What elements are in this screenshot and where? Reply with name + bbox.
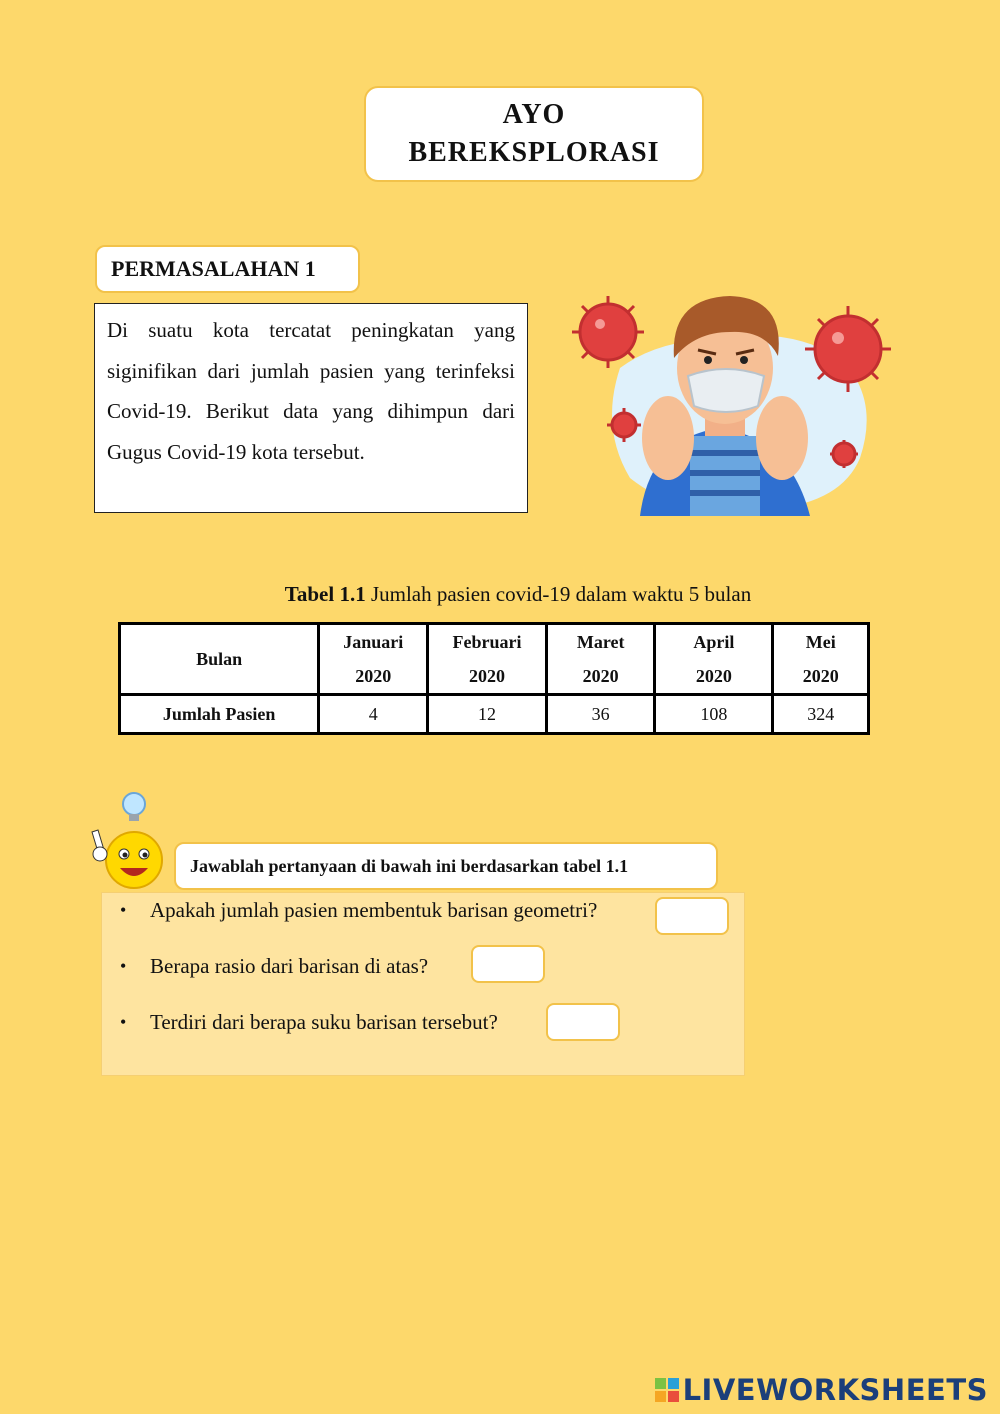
table-caption-label: Tabel 1.1 bbox=[284, 582, 366, 606]
table-cell: 36 bbox=[546, 695, 654, 734]
answer-input[interactable] bbox=[655, 897, 729, 935]
table-caption bbox=[118, 582, 918, 607]
instruction-label bbox=[174, 842, 718, 890]
liveworksheets-logo-icon bbox=[655, 1378, 679, 1402]
month-header: Januari 2020 bbox=[319, 624, 428, 695]
page-title bbox=[364, 86, 704, 182]
table-cell: 324 bbox=[773, 695, 869, 734]
page-title-line-2: BEREKSPLORASI bbox=[408, 137, 660, 168]
table-cell: 12 bbox=[428, 695, 547, 734]
masked-boy-virus-illustration bbox=[560, 288, 900, 516]
answer-input[interactable] bbox=[471, 945, 545, 983]
table-cell: 4 bbox=[319, 695, 428, 734]
table-cell: 108 bbox=[655, 695, 773, 734]
question-item bbox=[120, 954, 428, 979]
patients-table bbox=[118, 622, 870, 735]
instruction-text: Jawablah pertanyaan di bawah ini berdasarkan tabel 1.1 bbox=[190, 855, 629, 876]
question-item bbox=[120, 1010, 498, 1035]
month-header: April 2020 bbox=[655, 624, 773, 695]
table-row-header: Jumlah Pasien bbox=[120, 695, 319, 734]
problem-description: Di suatu kota tercatat peningkatan yang siginifikan dari jumlah pasien yang terinfeksi Covid-19. Berikut data yang dihimpun dari Gugus Covid-19 kota tersebut. bbox=[94, 303, 528, 513]
table-caption-text: Jumlah pasien covid-19 dalam waktu 5 bulan bbox=[365, 582, 752, 606]
month-header: Maret 2020 bbox=[546, 624, 654, 695]
question-item bbox=[120, 898, 597, 923]
month-header: Mei 2020 bbox=[773, 624, 869, 695]
question-text: Apakah jumlah pasien membentuk barisan geometri? bbox=[150, 898, 598, 922]
question-text: Berapa rasio dari barisan di atas? bbox=[150, 954, 429, 978]
brand-name: LIVEWORKSHEETS bbox=[682, 1373, 988, 1407]
table-row bbox=[120, 695, 869, 734]
month-header: Februari 2020 bbox=[428, 624, 547, 695]
bullet: • bbox=[120, 956, 127, 976]
bullet: • bbox=[120, 900, 127, 920]
bullet: • bbox=[120, 1012, 127, 1032]
smiley-lightbulb-icon bbox=[84, 792, 174, 892]
liveworksheets-brand bbox=[655, 1372, 988, 1408]
problem-label-text: PERMASALAHAN 1 bbox=[111, 256, 316, 281]
problem-label bbox=[95, 245, 360, 293]
page-title-line-1: AYO bbox=[502, 99, 566, 130]
table-header-row bbox=[120, 624, 869, 695]
table-row-header: Bulan bbox=[120, 624, 319, 695]
answer-input[interactable] bbox=[546, 1003, 620, 1041]
question-text: Terdiri dari berapa suku barisan tersebut? bbox=[150, 1010, 498, 1034]
